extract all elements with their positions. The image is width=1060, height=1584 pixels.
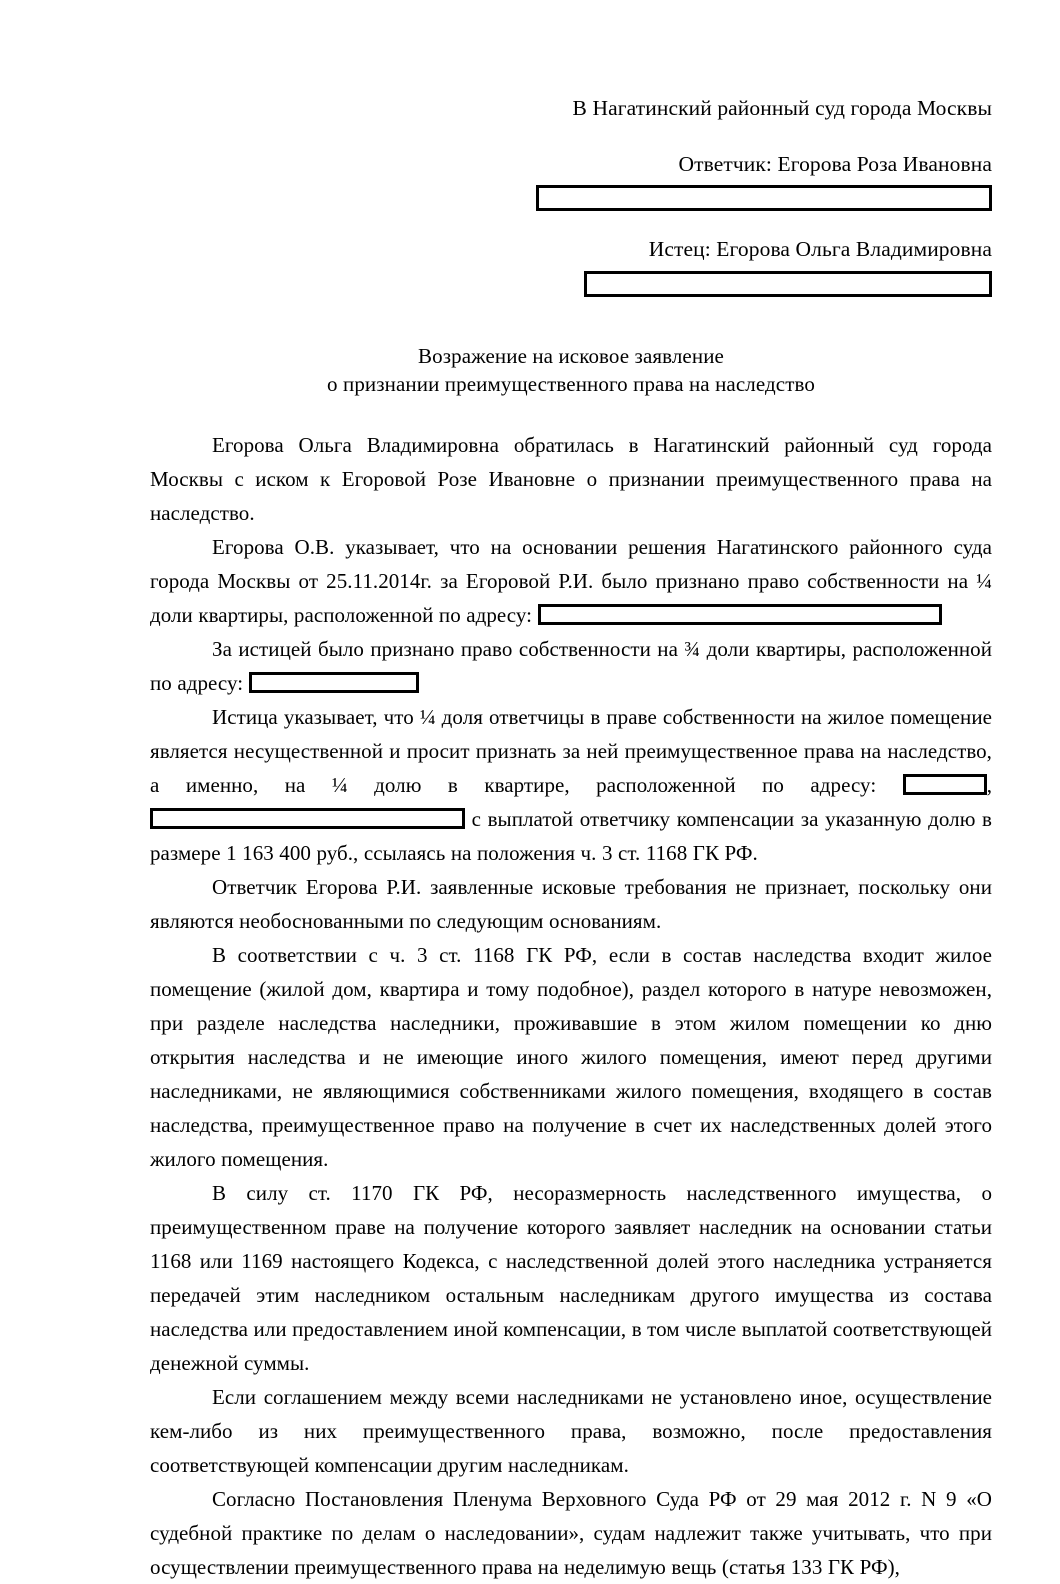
paragraph-8: Если соглашением между всеми наследниками не установлено иное, осуществление кем-либо из них преимущественного права, возможно, после предоставления соответствующей компенсации другим наследникам. [150,1385,992,1477]
paragraph-4-text-c: с выплатой ответчику компенсации за указанную долю в размере 1 163 400 руб., ссылаясь на положения ч. 3 ст. 1168 ГК РФ. [150,807,992,865]
paragraph-4 [150,700,992,870]
paragraph-4-text-a: Истица указывает, что ¼ доля ответчицы в праве собственности на жилое помещение является несущественной и просит признать за ней преимущественное права на наследство, а именно, на ¼ долю в квартире, расположенной по адресу: [150,705,992,797]
header-block [150,98,992,297]
plaintiff-line: Истец: Егорова Ольга Владимировна [648,237,992,261]
paragraph-9: Согласно Постановления Пленума Верховного Суда РФ от 29 мая 2012 г. N 9 «О судебной практике по делам о наследовании», судам надлежит также учитывать, что при осуществлении преимущественного права на неделимую вещь (статья 133 ГК РФ), [150,1487,992,1579]
defendant-address-redaction-box [536,185,992,211]
paragraph-7: В силу ст. 1170 ГК РФ, несоразмерность наследственного имущества, о преимущественном праве на получение которого заявляет наследник на основании статьи 1168 или 1169 настоящего Кодекса, с наследственной долей этого наследника устраняется передачей этим наследником остальным наследникам другого имущества из состава наследства или предоставлением иной компенсации, в том числе выплатой соответствующей денежной суммы. [150,1181,992,1375]
address-redaction-box-1 [538,604,942,625]
document-body [150,428,992,1584]
address-redaction-box-2 [249,672,419,693]
paragraph-4-text-b: , [986,773,992,797]
header-gap-1 [150,120,992,154]
title-line-2: о признании преимущественного права на наследство [327,372,815,396]
paragraph-3 [150,632,992,700]
defendant-line: Ответчик: Егорова Роза Ивановна [678,151,992,176]
document-title [150,342,992,398]
address-redaction-box-4 [150,808,465,829]
paragraph-2 [150,530,992,632]
paragraph-1: Егорова Ольга Владимировна обратилась в Нагатинский районный суд города Москвы с иском к Егоровой Розе Ивановне о признании преимущественного права на наследство. [150,433,992,525]
address-redaction-box-3 [903,774,987,795]
paragraph-5: Ответчик Егорова Р.И. заявленные исковые требования не признает, поскольку они являются необоснованными по следующим основаниям. [150,875,992,933]
plaintiff-address-redaction-box [584,271,992,297]
paragraph-2-text: Егорова О.В. указывает, что на основании решения Нагатинского районного суда города Москвы от 25.11.2014г. за Егоровой Р.И. было признано право собственности на ¼ доли квартиры, расположенной по адресу: [150,535,992,627]
title-line-1: Возражение на исковое заявление [418,344,724,368]
paragraph-3-text: За истицей было признано право собственности на ¾ доли квартиры, расположенной по адресу: [150,637,992,695]
paragraph-6: В соответствии с ч. 3 ст. 1168 ГК РФ, если в состав наследства входит жилое помещение (жилой дом, квартира и тому подобное), раздел которого в натуре невозможен, при разделе наследства наследники, проживавшие в этом жилом помещении ко дню открытия наследства и не имеющие иного жилого помещения, имеют перед другими наследниками, не являющимися собственниками жилого помещения, входящего в состав наследства, преимущественное право на получение в счет их наследственных долей этого жилого помещения. [150,943,992,1171]
court-addressee-line: В Нагатинский районный суд города Москвы [572,96,992,120]
header-gap-2 [150,211,992,239]
